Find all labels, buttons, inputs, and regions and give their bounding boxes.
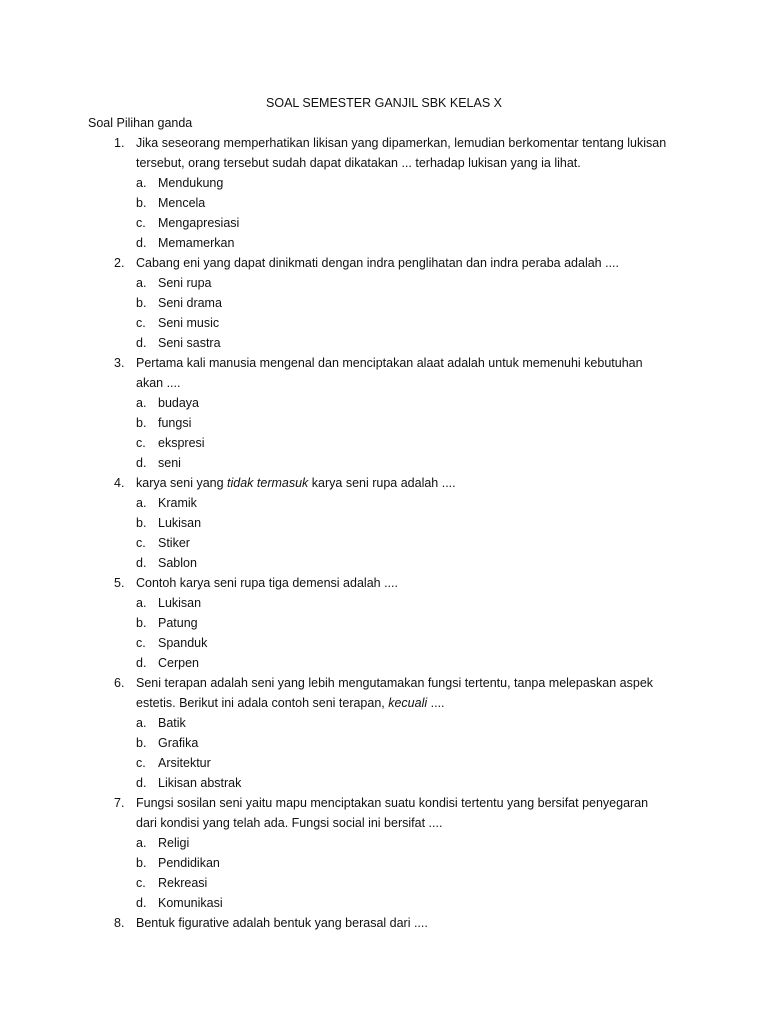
option-label: c.: [136, 436, 146, 450]
option-text: Stiker: [158, 536, 190, 550]
question-number: [0, 813, 136, 833]
question-text: [136, 573, 676, 593]
answer-option: [0, 653, 768, 673]
question-text: [136, 913, 676, 933]
question-line: [0, 913, 768, 933]
option-text: Lukisan: [158, 596, 202, 610]
option-text: Patung: [158, 616, 198, 630]
question-text-segment: akan ....: [136, 376, 181, 390]
question-text-segment: Cabang eni yang dapat dinikmati dengan indra penglihatan dan indra peraba adalah ....: [136, 256, 620, 270]
question-text: [136, 793, 676, 813]
option-label: b.: [136, 196, 147, 210]
option-text: Arsitektur: [158, 756, 211, 770]
option-label: c.: [136, 536, 146, 550]
option-text: Likisan abstrak: [158, 776, 242, 790]
answer-option: [0, 553, 768, 573]
option-list: [0, 493, 768, 573]
answer-option: [0, 213, 768, 233]
option-label: c.: [136, 316, 146, 330]
option-list: [0, 393, 768, 473]
question-line: [0, 693, 768, 713]
question-text: [136, 693, 676, 713]
answer-option: [0, 313, 768, 333]
answer-option: [0, 753, 768, 773]
question-line: [0, 373, 768, 393]
question-number-label: 2.: [114, 256, 125, 270]
option-text: fungsi: [158, 416, 192, 430]
option-text: Mengapresiasi: [158, 216, 240, 230]
answer-option: [0, 293, 768, 313]
question-number-label: 1.: [114, 136, 125, 150]
question-text-segment: Fungsi sosilan seni yaitu mapu menciptakan suatu kondisi tertentu yang bersifat penyegaran: [136, 796, 649, 810]
answer-option: [0, 433, 768, 453]
option-label: a.: [136, 596, 147, 610]
answer-option: [0, 893, 768, 913]
question-text-segment: Contoh karya seni rupa tiga demensi adalah ....: [136, 576, 398, 590]
option-label: c.: [136, 756, 146, 770]
question-item: [0, 473, 768, 573]
option-label: b.: [136, 416, 147, 430]
answer-option: [0, 333, 768, 353]
question-number: [0, 473, 136, 493]
question-item: [0, 673, 768, 793]
question-item: [0, 353, 768, 473]
answer-option: [0, 273, 768, 293]
question-text: [136, 473, 676, 493]
option-list: [0, 273, 768, 353]
option-list: [0, 833, 768, 913]
option-label: c.: [136, 876, 146, 890]
question-line: [0, 813, 768, 833]
option-label: d.: [136, 896, 147, 910]
option-label: b.: [136, 616, 147, 630]
question-number: [0, 913, 136, 933]
option-label: a.: [136, 176, 147, 190]
option-text: Batik: [158, 716, 186, 730]
question-list: [0, 133, 768, 933]
option-label: d.: [136, 456, 147, 470]
answer-option: [0, 873, 768, 893]
answer-option: [0, 493, 768, 513]
question-line: [0, 673, 768, 693]
question-text-segment: karya seni rupa adalah ....: [308, 476, 456, 490]
option-label: d.: [136, 556, 147, 570]
question-number: [0, 693, 136, 713]
option-label: c.: [136, 216, 146, 230]
answer-option: [0, 453, 768, 473]
answer-option: [0, 593, 768, 613]
question-number: [0, 793, 136, 813]
option-text: Sablon: [158, 556, 197, 570]
question-number-label: 5.: [114, 576, 125, 590]
option-text: Religi: [158, 836, 190, 850]
question-text-segment: Bentuk figurative adalah bentuk yang berasal dari ....: [136, 916, 428, 930]
question-text-segment: ....: [427, 696, 445, 710]
question-number: [0, 253, 136, 273]
question-text: [136, 133, 676, 153]
question-number: [0, 133, 136, 153]
question-text-segment: estetis. Berikut ini adala contoh seni terapan,: [136, 696, 389, 710]
answer-option: [0, 173, 768, 193]
option-text: Seni sastra: [158, 336, 221, 350]
question-item: [0, 793, 768, 913]
option-label: d.: [136, 236, 147, 250]
section-heading: Soal Pilihan ganda: [88, 116, 193, 130]
option-text: Rekreasi: [158, 876, 208, 890]
question-text-segment: Seni terapan adalah seni yang lebih mengutamakan fungsi tertentu, tanpa melepaskan aspek: [136, 676, 654, 690]
option-label: b.: [136, 296, 147, 310]
option-text: budaya: [158, 396, 200, 410]
option-list: [0, 173, 768, 253]
question-number-label: 7.: [114, 796, 125, 810]
option-label: b.: [136, 516, 147, 530]
option-label: d.: [136, 336, 147, 350]
question-number-label: 6.: [114, 676, 125, 690]
answer-option: [0, 393, 768, 413]
option-text: Seni drama: [158, 296, 222, 310]
question-text-emphasis: kecuali: [388, 696, 428, 710]
answer-option: [0, 833, 768, 853]
question-number-label: 3.: [114, 356, 125, 370]
option-label: b.: [136, 736, 147, 750]
option-text: Grafika: [158, 736, 199, 750]
option-list: [0, 593, 768, 673]
question-item: [0, 913, 768, 933]
question-text: [136, 353, 676, 373]
option-label: c.: [136, 636, 146, 650]
option-text: seni: [158, 456, 181, 470]
option-text: Cerpen: [158, 656, 199, 670]
question-line: [0, 253, 768, 273]
option-label: d.: [136, 656, 147, 670]
option-text: Spanduk: [158, 636, 208, 650]
question-line: [0, 353, 768, 373]
question-item: [0, 133, 768, 253]
question-text: [136, 673, 676, 693]
option-label: a.: [136, 276, 147, 290]
option-label: d.: [136, 776, 147, 790]
option-text: Memamerkan: [158, 236, 235, 250]
question-text: [136, 153, 676, 173]
option-text: Seni rupa: [158, 276, 212, 290]
option-text: Lukisan: [158, 516, 202, 530]
option-text: Seni music: [158, 316, 220, 330]
question-text-segment: karya seni yang: [136, 476, 228, 490]
answer-option: [0, 853, 768, 873]
question-item: [0, 573, 768, 673]
answer-option: [0, 773, 768, 793]
question-number: [0, 573, 136, 593]
option-text: ekspresi: [158, 436, 205, 450]
question-number: [0, 373, 136, 393]
option-label: a.: [136, 396, 147, 410]
question-number-label: 4.: [114, 476, 125, 490]
option-text: Kramik: [158, 496, 197, 510]
option-text: Pendidikan: [158, 856, 220, 870]
question-line: [0, 133, 768, 153]
answer-option: [0, 233, 768, 253]
answer-option: [0, 733, 768, 753]
option-label: a.: [136, 496, 147, 510]
answer-option: [0, 613, 768, 633]
question-text-segment: Jika seseorang memperhatikan likisan yang dipamerkan, lemudian berkomentar tentang lukisan: [136, 136, 667, 150]
option-label: b.: [136, 856, 147, 870]
question-text-segment: tersebut, orang tersebut sudah dapat dikatakan ... terhadap lukisan yang ia lihat.: [136, 156, 581, 170]
question-text: [136, 253, 676, 273]
document-title: SOAL SEMESTER GANJIL SBK KELAS X: [266, 96, 502, 110]
question-number-label: 8.: [114, 916, 125, 930]
question-text-segment: Pertama kali manusia mengenal dan menciptakan alaat adalah untuk memenuhi kebutuhan: [136, 356, 643, 370]
question-item: [0, 253, 768, 353]
question-line: [0, 573, 768, 593]
option-text: Mencela: [158, 196, 206, 210]
option-label: a.: [136, 716, 147, 730]
question-line: [0, 793, 768, 813]
question-text: [136, 373, 676, 393]
question-line: [0, 473, 768, 493]
answer-option: [0, 713, 768, 733]
question-line: [0, 153, 768, 173]
question-text: [136, 813, 676, 833]
question-text-emphasis: tidak termasuk: [227, 476, 309, 490]
option-text: Komunikasi: [158, 896, 223, 910]
question-text-segment: dari kondisi yang telah ada. Fungsi social ini bersifat ....: [136, 816, 443, 830]
answer-option: [0, 513, 768, 533]
answer-option: [0, 413, 768, 433]
option-list: [0, 713, 768, 793]
answer-option: [0, 193, 768, 213]
option-text: Mendukung: [158, 176, 224, 190]
question-number: [0, 673, 136, 693]
option-label: a.: [136, 836, 147, 850]
answer-option: [0, 633, 768, 653]
answer-option: [0, 533, 768, 553]
question-number: [0, 353, 136, 373]
question-number: [0, 153, 136, 173]
